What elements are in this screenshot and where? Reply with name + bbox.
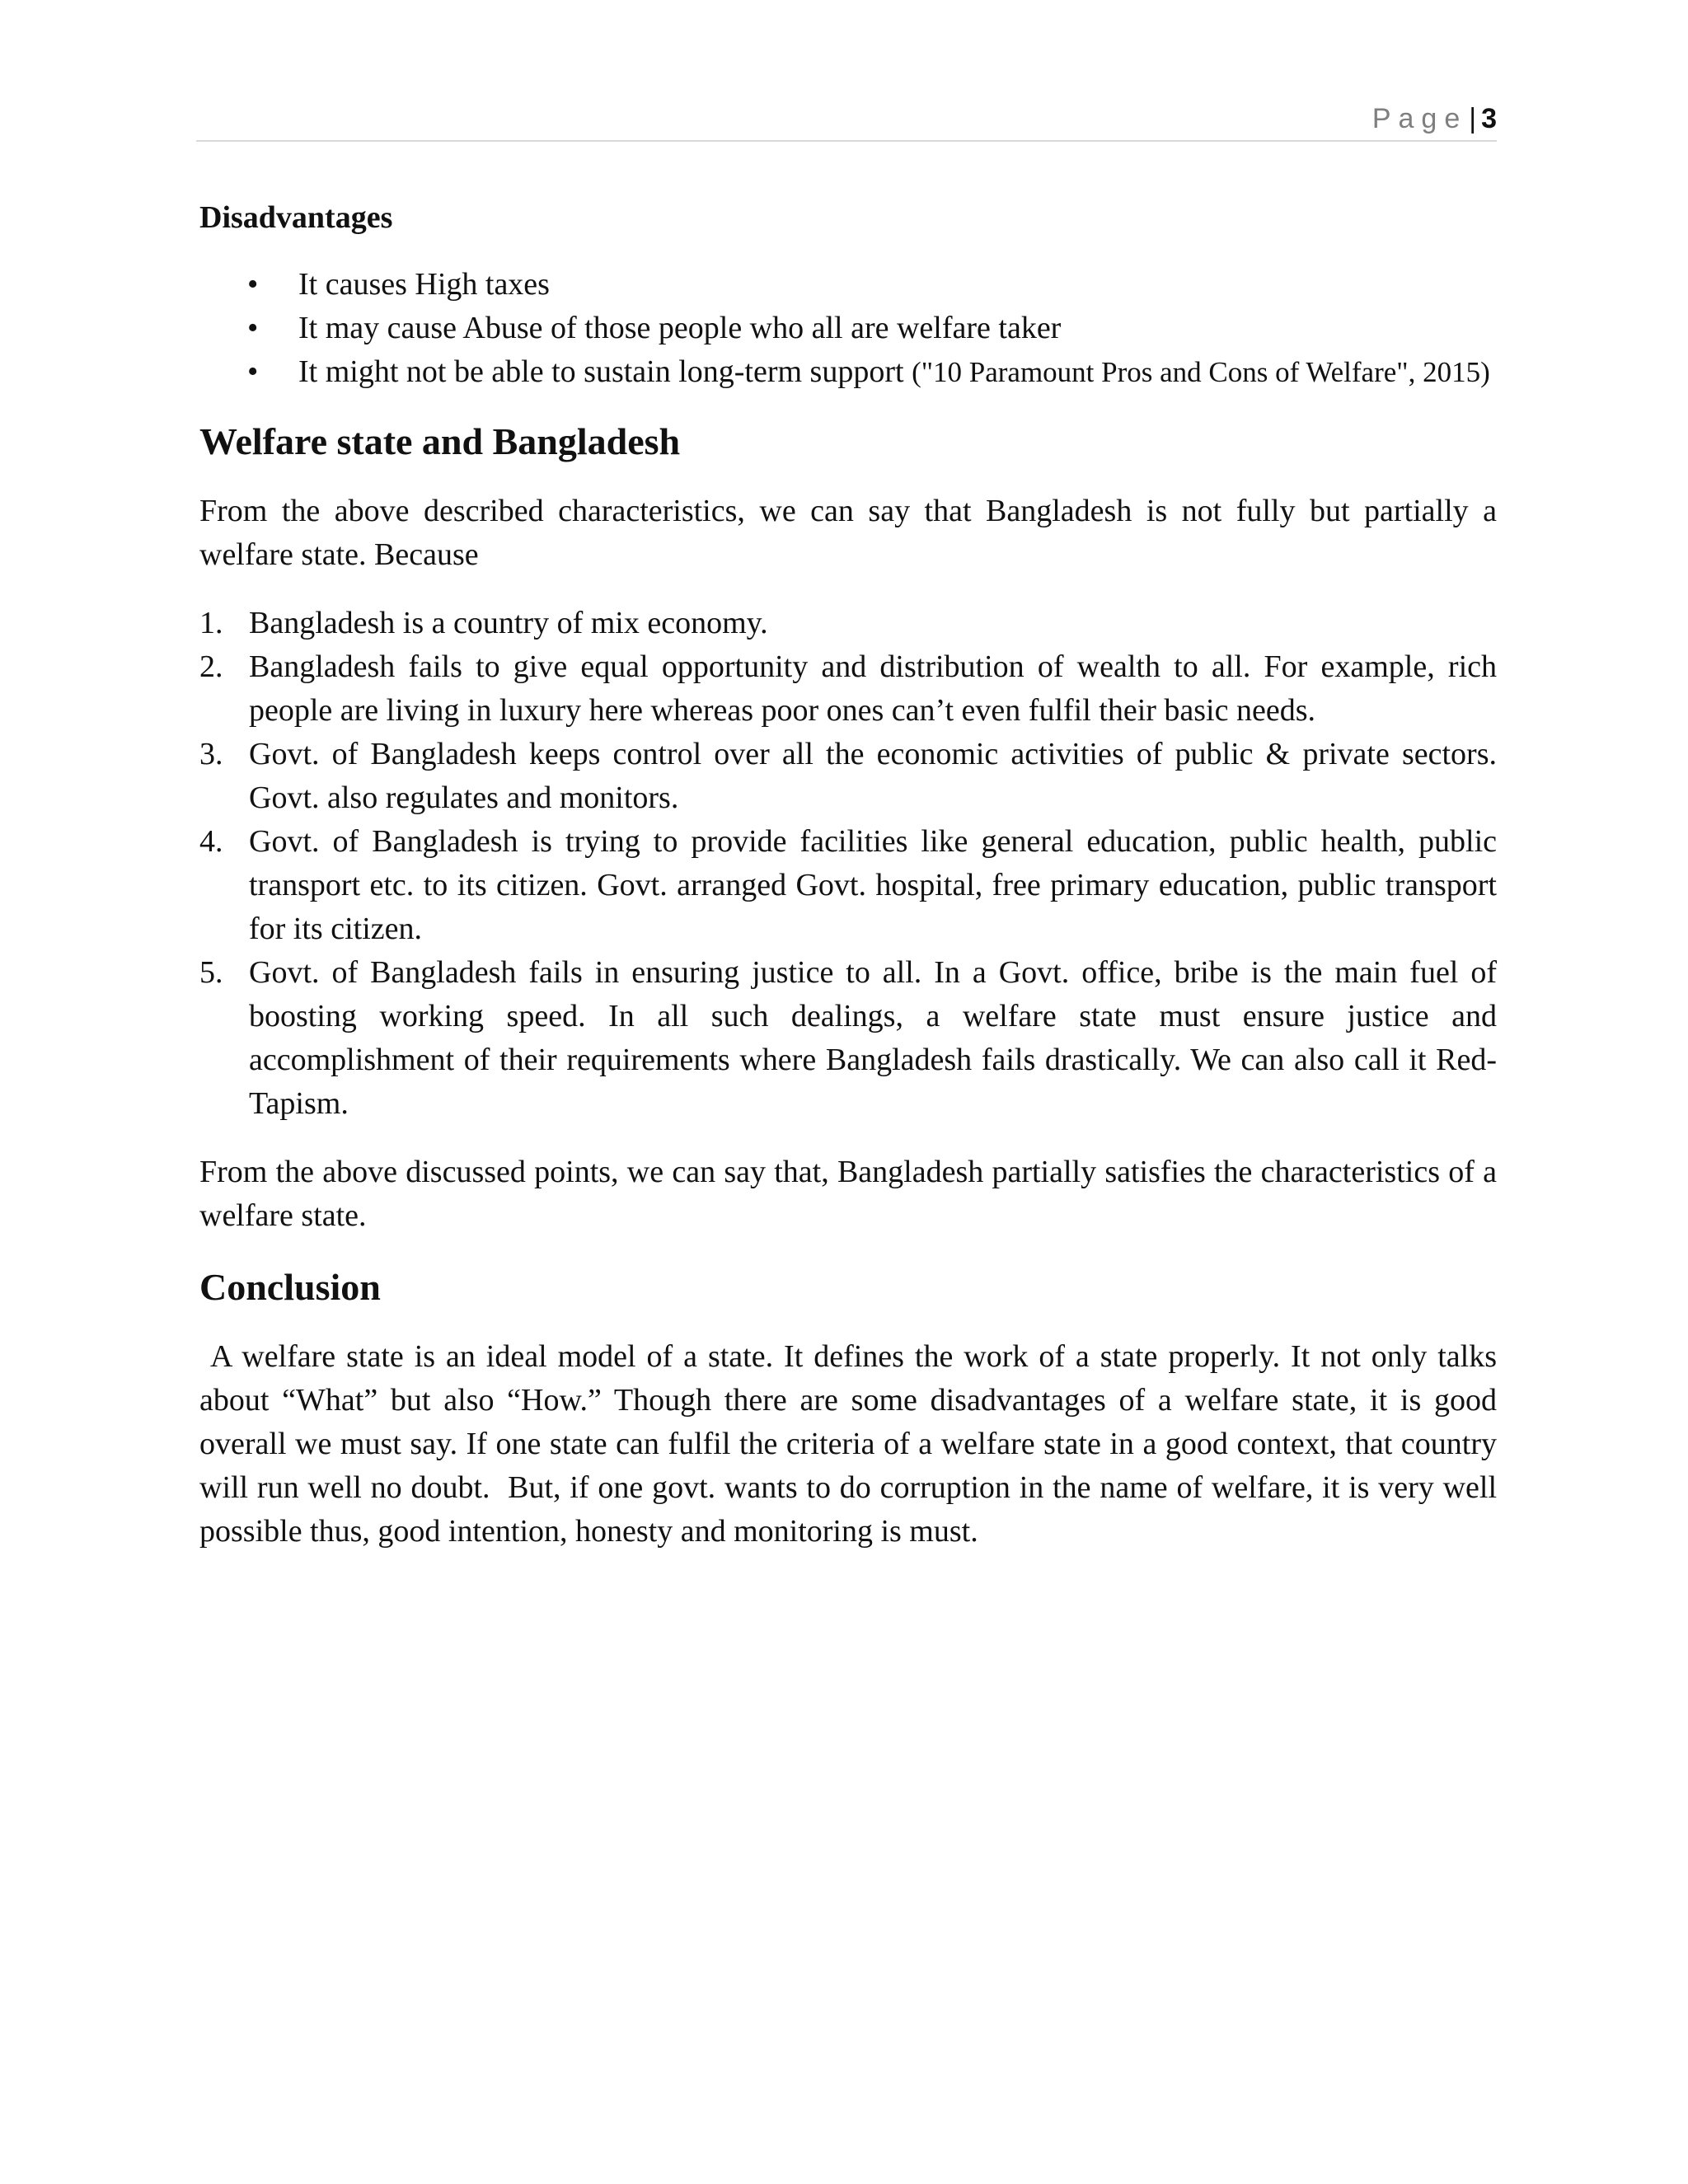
list-item	[199, 733, 1497, 820]
list-item-text: Govt. of Bangladesh keeps control over all the economic activities of public & private sectors. Govt. also regulates and monitors.	[249, 737, 1497, 815]
list-item-text: Govt. of Bangladesh fails in ensuring justice to all. In a Govt. office, bribe is the main fuel of boosting working speed. In all such dealings, a welfare state must ensure justice and accomplishment of their requirements where Bangladesh fails drastically. We can also call it Red-Tapism.	[249, 955, 1497, 1121]
list-item	[199, 602, 1497, 645]
list-item	[199, 820, 1497, 951]
list-item	[199, 951, 1497, 1126]
conclusion-paragraph: A welfare state is an ideal model of a state. It defines the work of a state properly. It not only talks about “What” but also “How.” Though there are some disadvantages of a welfare state, it is good overall we must say. If one state can fulfil the criteria of a welfare state in a good context, that country will run well no doubt. But, if one govt. wants to do corruption in the name of welfare, it is very well possible thus, good intention, honesty and monitoring is must.	[199, 1339, 1505, 1549]
citation: ("10 Paramount Pros and Cons of Welfare", 2015)	[912, 356, 1490, 388]
list-item-text: Govt. of Bangladesh is trying to provide facilities like general education, public health, public transport etc. to its citizen. Govt. arranged Govt. hospital, free primary education, public transport for its citizen.	[249, 824, 1497, 946]
list-item-text: Bangladesh is a country of mix economy.	[249, 606, 768, 640]
page-separator: |	[1469, 103, 1477, 134]
list-item-text: It causes High taxes	[298, 267, 550, 302]
list-item	[199, 307, 1497, 350]
list-item-number: 5.	[199, 955, 223, 990]
document-body	[199, 196, 1505, 1578]
list-item	[199, 645, 1497, 733]
page-label: Page	[1372, 103, 1468, 134]
list-item-text: Bangladesh fails to give equal opportunity and distribution of wealth to all. For example, rich people are living in luxury here whereas poor ones can’t even fulfil their basic needs.	[249, 649, 1497, 728]
list-item-number: 3.	[199, 737, 223, 771]
list-item	[199, 263, 1497, 307]
page-number: 3	[1481, 103, 1497, 134]
disadvantages-heading: Disadvantages	[199, 200, 393, 235]
conclusion-heading: Conclusion	[199, 1266, 381, 1308]
list-item-number: 2.	[199, 649, 223, 684]
welfare-summary-paragraph: From the above discussed points, we can say that, Bangladesh partially satisfies the characteristics of a welfare state.	[199, 1155, 1497, 1233]
welfare-intro-paragraph: From the above described characteristics, we can say that Bangladesh is not fully but partially a welfare state. Because	[199, 494, 1497, 572]
welfare-points-list	[199, 602, 1497, 1126]
welfare-bangladesh-heading: Welfare state and Bangladesh	[199, 420, 681, 462]
list-item-text: It might not be able to sustain long-term support	[298, 354, 912, 389]
list-item-text: It may cause Abuse of those people who all are welfare taker	[298, 311, 1062, 345]
list-item-number: 1.	[199, 606, 223, 640]
list-item-number: 4.	[199, 824, 223, 859]
disadvantages-list	[199, 263, 1497, 394]
page-header	[196, 97, 1497, 142]
list-item	[199, 350, 1497, 394]
